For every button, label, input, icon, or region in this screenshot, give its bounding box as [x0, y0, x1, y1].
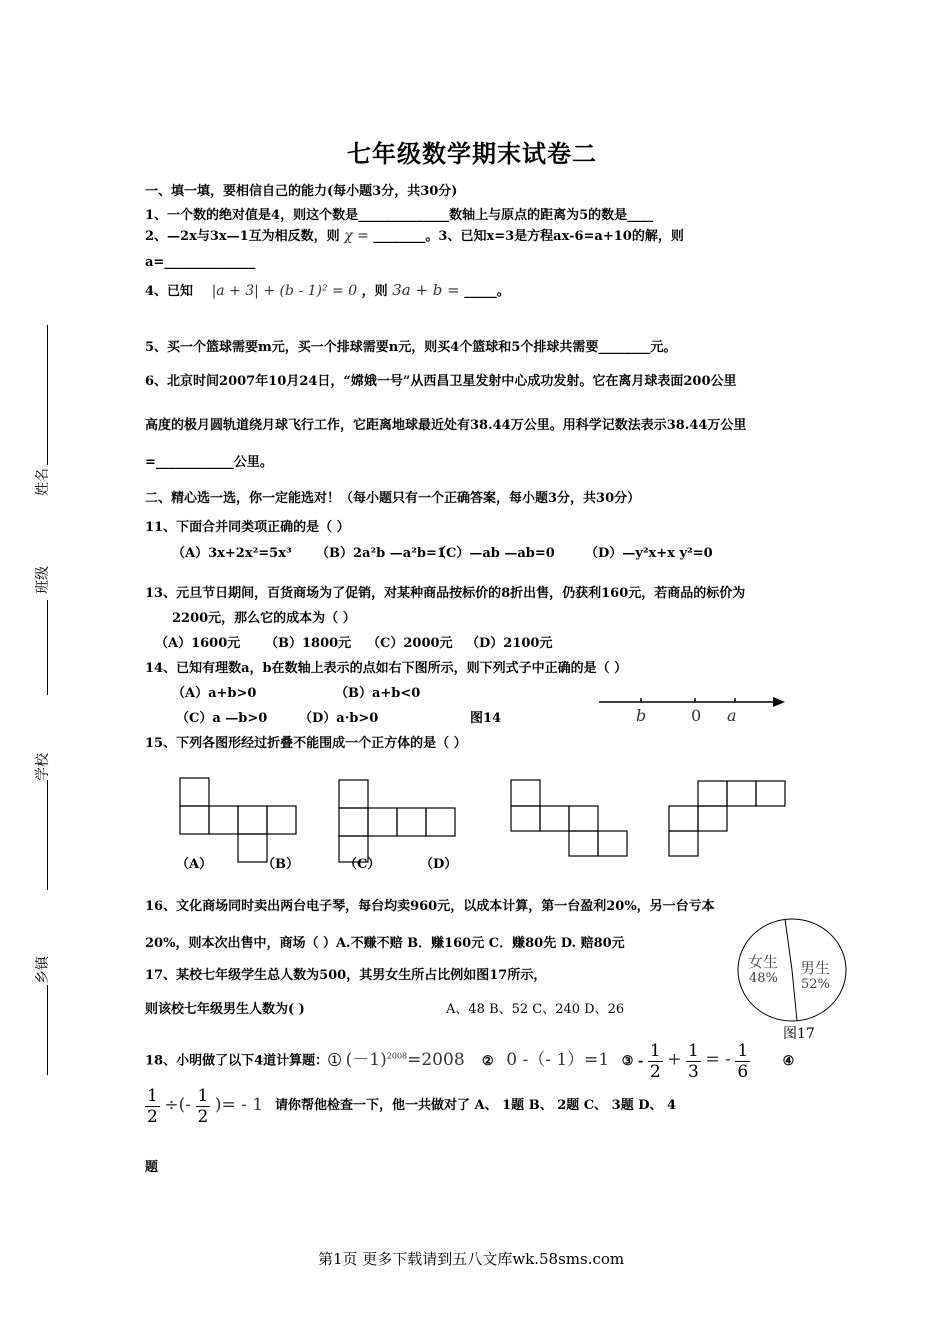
q14-option-c: （C）a —b>0: [176, 711, 268, 726]
q18-circle-3: ③ -: [621, 1053, 644, 1069]
binding-line-2: [47, 600, 48, 695]
page-footer: 第1页 更多下载请到五八文库wk.58sms.com: [318, 1250, 625, 1268]
number-line-arrow: [773, 697, 785, 707]
cube-label-d: （D）: [420, 857, 458, 872]
q13-option-d: （D）2100元: [466, 636, 553, 651]
q4-prefix: 4、已知: [145, 284, 194, 299]
question-18: [145, 1036, 794, 1082]
question-13-line1: 13、元旦节日期间，百货商场为了促销，对某种商品按标价的8折出售，仍获利160元，若商品的标价为: [145, 586, 746, 601]
cube-label-c: （C）: [344, 857, 381, 872]
q4-expression-2: 3a + b =: [392, 281, 460, 299]
question-11: 11、下面合并同类项正确的是（ ）: [145, 520, 350, 535]
question-16-line1: 16、文化商场同时卖出两台电子琴，每台均卖960元，以成本计算，第一台盈利20%，另一台亏本: [145, 899, 715, 914]
binding-line-4: [47, 985, 48, 1075]
q2-text: 2、—2x与3x—1互为相反数，则: [145, 229, 340, 244]
q2-text-b: ________。3、已知x=3是方程ax-6=a+10的解，则: [373, 229, 684, 244]
cube-net-c: [509, 778, 629, 858]
binding-line-3: [47, 780, 48, 890]
figure-14-label: 图14: [470, 711, 502, 726]
q11-option-d: （D）—y²x+x y²=0: [585, 546, 713, 561]
cube-net-b: [337, 778, 457, 864]
cube-net-d: [667, 779, 787, 859]
question-4: [145, 280, 510, 299]
figure-17-label: 图17: [783, 1026, 815, 1042]
q18-expr-4-tail: )= - 1: [214, 1095, 264, 1115]
q18-equals: = -: [705, 1049, 731, 1070]
q14-option-d: （D）a·b>0: [299, 711, 379, 726]
pie-divider-bottom: [792, 970, 797, 1021]
number-line-label-b: b: [636, 706, 647, 725]
q13-option-a: （A）1600元: [155, 636, 241, 651]
town-label: 乡镇: [35, 956, 51, 984]
page-title: 七年级数学期末试卷二: [347, 139, 597, 168]
section2-heading: 二、精心选一选，你一定能选对！（每小题只有一个正确答案，每小题3分，共30分）: [145, 491, 641, 506]
question-1: 1、一个数的绝对值是4，则这个数是______________数轴上与原点的距离为5的数是____: [145, 208, 654, 223]
q18-expr-2: 0 -（- 1）=1: [506, 1049, 610, 1070]
question-17-line2: 则该校七年级男生人数为( ): [145, 1002, 305, 1017]
question-2: [145, 225, 684, 244]
q13-option-b: （B）1800元: [265, 636, 352, 651]
q4-tail: _____。: [464, 284, 510, 299]
q4-mid: ，则: [361, 284, 388, 299]
question-18-ask: 请你帮他检查一下，他一共做对了 A、 1题 B、 2题 C、 3题 D、 4: [275, 1098, 677, 1113]
number-line-label-zero: 0: [691, 706, 702, 725]
q2-variable: χ =: [344, 228, 369, 244]
q18-circle-2: ②: [482, 1053, 494, 1069]
q11-option-c: （C）—ab —ab=0: [433, 546, 555, 561]
pie-male-label: 男生: [800, 959, 831, 977]
q18-expr-1: $(-1)^{2008}=2008$: [345, 1049, 465, 1070]
name-label: 姓名: [35, 468, 51, 496]
question-6-line3: =____________公里。: [145, 455, 273, 470]
q18-frac-5: $\frac{1}{2}$: [197, 1086, 209, 1127]
cube-net-a: [178, 776, 298, 864]
question-13-line2: 2200元，那么它的成本为（ ）: [172, 611, 356, 626]
question-6-line1: 6、北京时间2007年10月24日，“嫦娥一号”从西昌卫星发射中心成功发射。它在离月球表面200公里: [145, 374, 737, 389]
q14-option-a: （A）a+b>0: [172, 686, 257, 701]
binding-line-top: [47, 325, 48, 465]
question-17-line1: 17、某校七年级学生总人数为500，其男女生所占比例如图17所示，: [145, 968, 547, 983]
q14-option-b: （B）a+b<0: [335, 686, 421, 701]
q11-option-a: （A）3x+2x²=5x³: [172, 546, 292, 561]
q18-divide: ÷(-: [164, 1095, 191, 1115]
question-16-line2: 20%，则本次出售中，商场（ ）A.不赚不赔 B．赚160元 C．赚80先 D. 赔80元: [145, 936, 625, 951]
pie-male-percent: 52%: [801, 977, 830, 992]
question-18-end: 题: [145, 1160, 159, 1175]
pie-divider-top: [785, 919, 792, 970]
q18-frac-4: $\frac{1}{2}$: [147, 1086, 158, 1127]
pie-female-label: 女生: [748, 953, 779, 971]
question-18-line2: [145, 1086, 263, 1127]
number-line-label-a: a: [727, 706, 737, 725]
question-14: 14、已知有理数a，b在数轴上表示的点如右下图所示，则下列式子中正确的是（ ）: [145, 661, 628, 676]
section1-heading: 一、填一填，要相信自己的能力(每小题3分，共30分): [145, 184, 458, 199]
school-label: 学校: [35, 753, 51, 781]
q11-option-b: （B）2a²b —a²b=1: [316, 546, 446, 561]
q18-plus: +: [667, 1049, 682, 1070]
q13-option-c: （C）2000元: [367, 636, 453, 651]
cube-label-b: （B）: [262, 857, 299, 872]
q18-frac-3: $\frac{1}{6}$: [737, 1040, 749, 1082]
q18-frac-2: $\frac{1}{3}$: [688, 1040, 699, 1082]
question-6-line2: 高度的极月圆轨道绕月球飞行工作，它距离地球最近处有38.44万公里。用科学记数法表示38.44万公里: [145, 418, 747, 433]
question-15: 15、下列各图形经过折叠不能围成一个正方体的是（ ）: [145, 736, 467, 751]
q4-expression: |a + 3| + (b - 1)² = 0: [211, 283, 358, 299]
question-3-tail: a=______________: [145, 255, 256, 270]
cube-label-a: （A）: [176, 853, 212, 872]
q17-options: A、48 B、52 C、240 D、26: [446, 1002, 625, 1017]
question-5: 5、买一个篮球需要m元，买一个排球需要n元，则买4个篮球和5个排球共需要________元。: [145, 340, 677, 355]
q18-prefix: 18、小明做了以下4道计算题：①: [145, 1053, 342, 1069]
pie-female-percent: 48%: [749, 971, 778, 986]
q18-circle-4: ④: [782, 1053, 795, 1069]
class-label: 班级: [35, 566, 51, 594]
q18-frac-1: $\frac{1}{2}$: [649, 1040, 661, 1082]
